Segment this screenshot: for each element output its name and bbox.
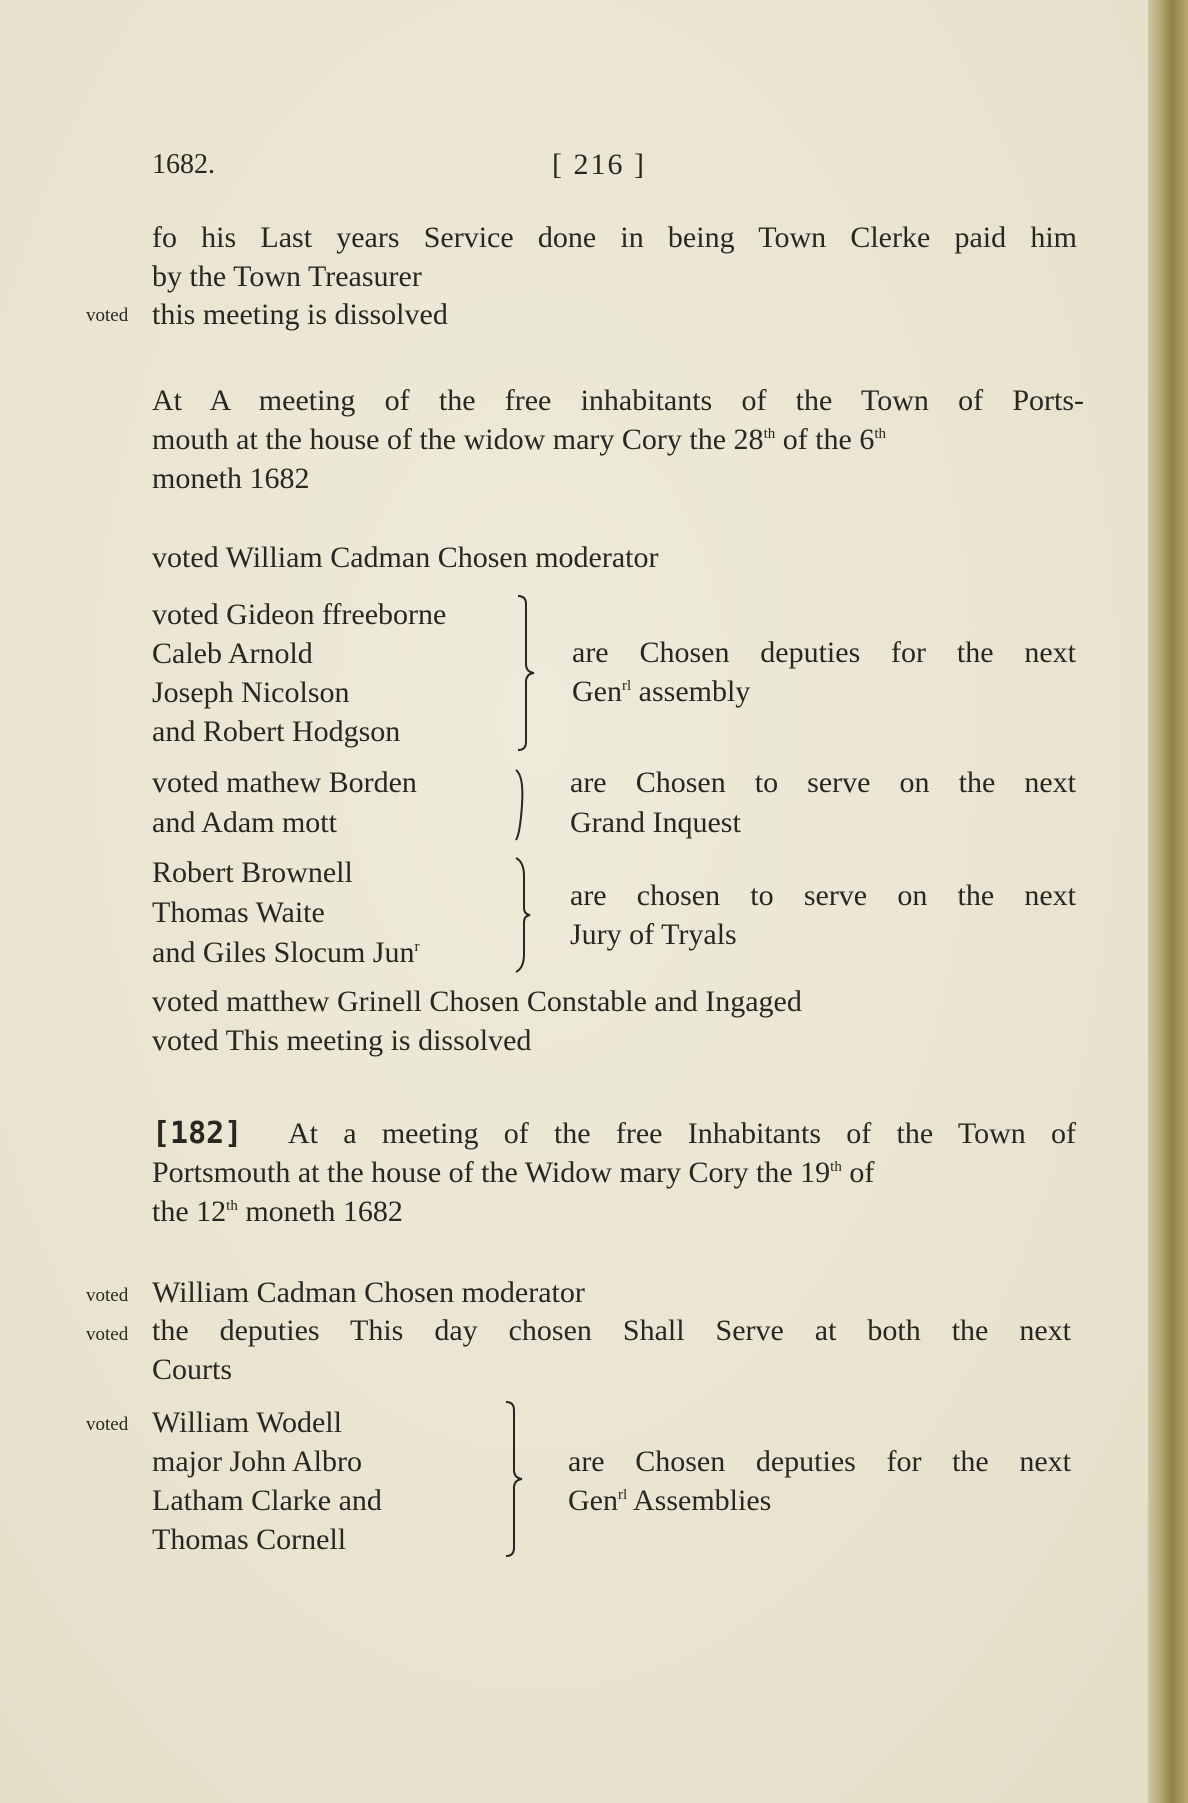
meeting2-line1	[152, 1117, 242, 1151]
p1-line2: by the Town Treasurer	[152, 260, 422, 293]
deputies-serve-line1: the deputies This day chosen Shall Serve at both the next	[152, 1314, 1071, 1347]
deputy-name: Joseph Nicolson	[152, 676, 350, 709]
constable-line: voted matthew Grinell Chosen Constable and Ingaged	[152, 985, 802, 1018]
p1-line1: fo his Last years Service done in being Town Clerke paid him	[152, 221, 1077, 254]
meeting1-moderator: voted William Cadman Chosen moderator	[152, 541, 659, 574]
meeting2-moderator: William Cadman Chosen moderator	[152, 1276, 585, 1309]
inquest-name: and Adam mott	[152, 806, 337, 839]
header-year: 1682.	[152, 149, 215, 180]
meeting2-line3: the 12th moneth 1682	[152, 1195, 403, 1228]
meeting1-line3: moneth 1682	[152, 462, 310, 495]
deputy-name: voted Gideon ffreeborne	[152, 598, 447, 631]
inquest-text-line1: are Chosen to serve on the next	[570, 766, 1076, 799]
deputy-name: Thomas Cornell	[152, 1523, 347, 1556]
deputy-name: Caleb Arnold	[152, 637, 313, 670]
margin-voted: voted	[86, 1285, 129, 1306]
margin-voted: voted	[86, 1414, 129, 1435]
meeting2-line1-text: At a meeting of the free Inhabitants of the Town of	[288, 1117, 1076, 1150]
deputy-name: William Wodell	[152, 1406, 342, 1439]
dissolved-line: voted This meeting is dissolved	[152, 1024, 532, 1057]
page-number: [ 216 ]	[552, 148, 646, 181]
right-brace	[510, 594, 540, 752]
jury-name: Robert Brownell	[152, 856, 353, 889]
inquest-text-line2: Grand Inquest	[570, 806, 741, 839]
right-brace	[498, 1400, 528, 1558]
jury-text-line1: are chosen to serve on the next	[570, 879, 1076, 912]
deputies2-text-line2: Gen$^{rl}$ Assemblies	[568, 1484, 772, 1517]
margin-voted: voted	[86, 305, 129, 326]
meeting1-line1: At A meeting of the free inhabitants of the Town of Ports-	[152, 384, 1084, 417]
deputy-name: major John Albro	[152, 1445, 362, 1478]
jury-name: and Giles Slocum Jun$^r$	[152, 936, 420, 969]
page-edge	[1148, 0, 1188, 1803]
deputies2-text-line1: are Chosen deputies for the next	[568, 1445, 1071, 1478]
jury-text-line2: Jury of Tryals	[570, 918, 737, 951]
deputy-name: and Robert Hodgson	[152, 715, 401, 748]
folio-number: [182]	[152, 1116, 243, 1151]
margin-voted: voted	[86, 1324, 129, 1345]
inquest-name: voted mathew Borden	[152, 766, 417, 799]
p1-line3: this meeting is dissolved	[152, 298, 448, 331]
right-brace	[510, 768, 534, 842]
deputies-text-line1: are Chosen deputies for the next	[572, 636, 1076, 669]
deputies-serve-line2: Courts	[152, 1353, 233, 1386]
right-brace	[510, 856, 540, 974]
deputies-text-line2: Gen$^{rl}$ assembly	[572, 675, 751, 708]
meeting2-line2: Portsmouth at the house of the Widow mary Cory the 19th of	[152, 1156, 875, 1189]
meeting1-line2: mouth at the house of the widow mary Cory the 28th of the 6th	[152, 423, 887, 456]
jury-name: Thomas Waite	[152, 896, 325, 929]
deputy-name: Latham Clarke and	[152, 1484, 382, 1517]
